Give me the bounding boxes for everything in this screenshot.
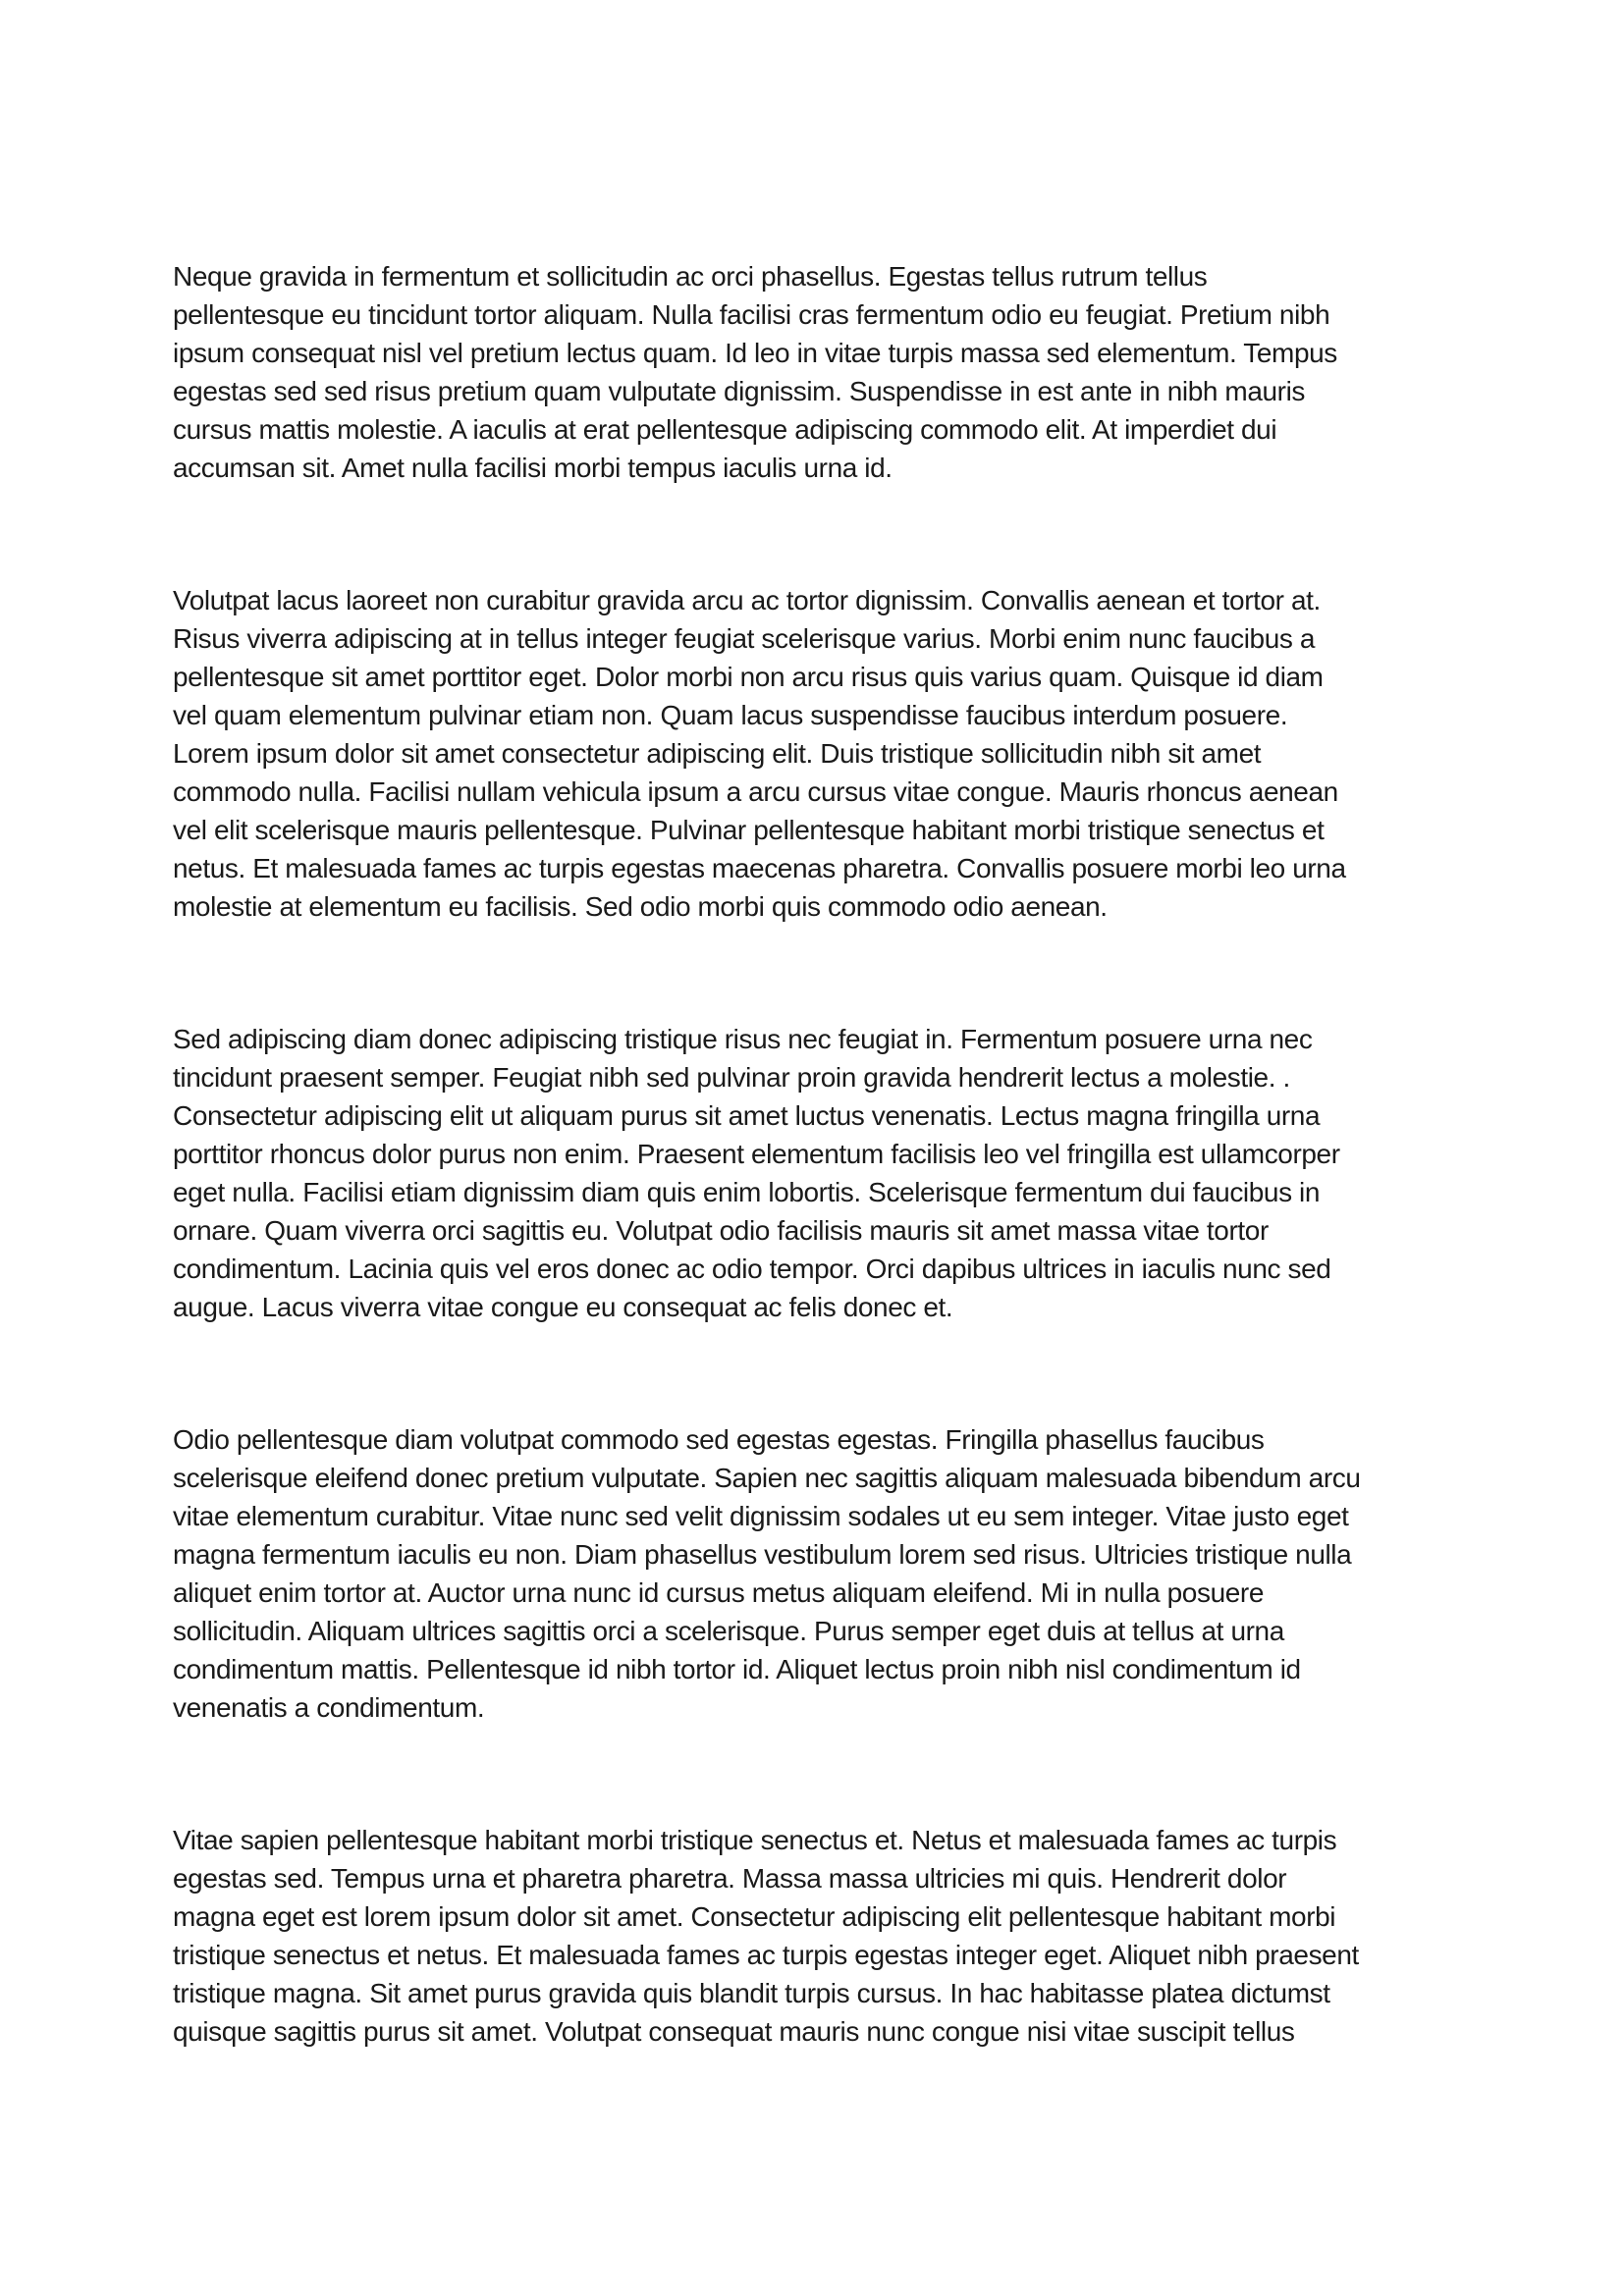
text-line: tincidunt praesent semper. Feugiat nibh sed pulvinar proin gravida hendrerit lectus a molestie. . [173,1062,1290,1093]
text-line: netus. Et malesuada fames ac turpis egestas maecenas pharetra. Convallis posuere morbi leo urna [173,853,1346,883]
text-line: accumsan sit. Amet nulla facilisi morbi tempus iaculis urna id. [173,453,893,483]
text-line: Consectetur adipiscing elit ut aliquam purus sit amet luctus venenatis. Lectus magna fringilla urna [173,1100,1321,1131]
text-line: condimentum mattis. Pellentesque id nibh tortor id. Aliquet lectus proin nibh nisl condimentum id [173,1654,1301,1684]
text-line: venenatis a condimentum. [173,1692,485,1723]
text-line: condimentum. Lacinia quis vel eros donec ac odio tempor. Orci dapibus ultrices in iaculis nunc sed [173,1254,1331,1284]
text-line: egestas sed sed risus pretium quam vulputate dignissim. Suspendisse in est ante in nibh mauris [173,376,1306,406]
text-line: Vitae sapien pellentesque habitant morbi tristique senectus et. Netus et malesuada fames ac turpis [173,1825,1337,1855]
text-line: pellentesque sit amet porttitor eget. Dolor morbi non arcu risus quis varius quam. Quisque id diam [173,662,1324,692]
paragraph-1 [173,257,1487,487]
text-line: augue. Lacus viverra vitae congue eu consequat ac felis donec et. [173,1292,953,1322]
text-line: ornare. Quam viverra orci sagittis eu. Volutpat odio facilisis mauris sit amet massa vitae tortor [173,1215,1269,1246]
text-line: magna eget est lorem ipsum dolor sit amet. Consectetur adipiscing elit pellentesque habitant morbi [173,1901,1336,1932]
text-line: egestas sed. Tempus urna et pharetra pharetra. Massa massa ultricies mi quis. Hendrerit dolor [173,1863,1287,1894]
text-line: vel quam elementum pulvinar etiam non. Quam lacus suspendisse faucibus interdum posuere. [173,700,1288,730]
text-line: porttitor rhoncus dolor purus non enim. Praesent elementum facilisis leo vel fringilla est ullamcorper [173,1139,1340,1169]
text-line: Sed adipiscing diam donec adipiscing tristique risus nec feugiat in. Fermentum posuere urna nec [173,1024,1313,1054]
text-line: aliquet enim tortor at. Auctor urna nunc id cursus metus aliquam eleifend. Mi in nulla posuere [173,1577,1265,1608]
paragraph-3 [173,1020,1487,1326]
text-line: quisque sagittis purus sit amet. Volutpat consequat mauris nunc congue nisi vitae suscipit tellus [173,2016,1295,2047]
text-line: magna fermentum iaculis eu non. Diam phasellus vestibulum lorem sed risus. Ultricies tristique nulla [173,1539,1352,1570]
paragraph-4 [173,1420,1487,1727]
text-line: tristique magna. Sit amet purus gravida quis blandit turpis cursus. In hac habitasse platea dictumst [173,1978,1330,2008]
text-line: pellentesque eu tincidunt tortor aliquam. Nulla facilisi cras fermentum odio eu feugiat. Pretium nibh [173,299,1330,330]
text-line: Risus viverra adipiscing at in tellus integer feugiat scelerisque varius. Morbi enim nunc faucibus a [173,623,1316,654]
text-line: tristique senectus et netus. Et malesuada fames ac turpis egestas integer eget. Aliquet nibh praesent [173,1940,1359,1970]
text-line: ipsum consequat nisl vel pretium lectus quam. Id leo in vitae turpis massa sed elementum. Tempus [173,338,1337,368]
text-line: molestie at elementum eu facilisis. Sed odio morbi quis commodo odio aenean. [173,891,1108,922]
paragraph-5 [173,1821,1487,2051]
text-line: sollicitudin. Aliquam ultrices sagittis orci a scelerisque. Purus semper eget duis at tellus at urna [173,1616,1284,1646]
text-line: Lorem ipsum dolor sit amet consectetur adipiscing elit. Duis tristique sollicitudin nibh sit amet [173,738,1262,769]
text-line: cursus mattis molestie. A iaculis at erat pellentesque adipiscing commodo elit. At imperdiet dui [173,414,1277,445]
text-line: Volutpat lacus laoreet non curabitur gravida arcu ac tortor dignissim. Convallis aenean et tortor at. [173,585,1321,615]
text-line: Neque gravida in fermentum et sollicitudin ac orci phasellus. Egestas tellus rutrum tellus [173,261,1208,292]
paragraph-2 [173,581,1487,926]
text-line: eget nulla. Facilisi etiam dignissim diam quis enim lobortis. Scelerisque fermentum dui faucibus in [173,1177,1321,1207]
text-line: vitae elementum curabitur. Vitae nunc sed velit dignissim sodales ut eu sem integer. Vitae justo eget [173,1501,1349,1531]
text-line: scelerisque eleifend donec pretium vulputate. Sapien nec sagittis aliquam malesuada bibendum arcu [173,1463,1361,1493]
text-line: Odio pellentesque diam volutpat commodo sed egestas egestas. Fringilla phasellus faucibus [173,1424,1265,1455]
text-line: commodo nulla. Facilisi nullam vehicula ipsum a arcu cursus vitae congue. Mauris rhoncus aenean [173,776,1338,807]
text-line: vel elit scelerisque mauris pellentesque. Pulvinar pellentesque habitant morbi tristique senectus et [173,815,1325,845]
